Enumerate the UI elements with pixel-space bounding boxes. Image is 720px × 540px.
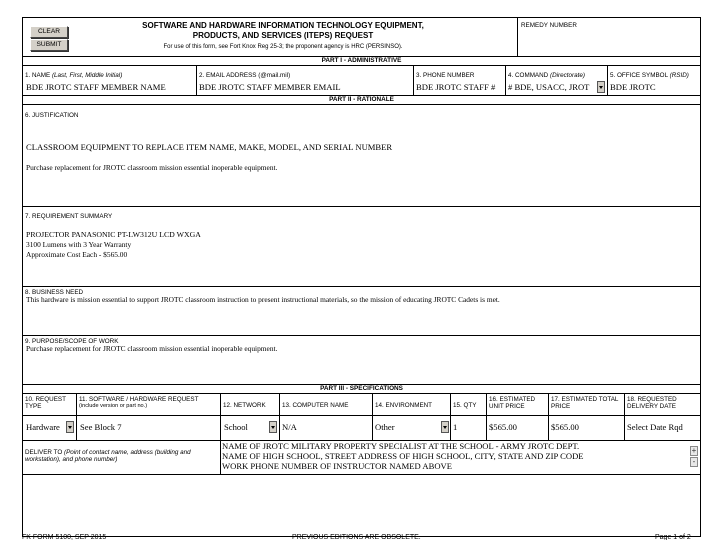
network-select[interactable]: School bbox=[224, 422, 248, 432]
iteps-request-form bbox=[22, 17, 701, 537]
command-dropdown-icon[interactable] bbox=[597, 81, 605, 93]
deliver-to-line1: NAME OF JROTC MILITARY PROPERTY SPECIALIST AT THE SCHOOL - ARMY JROTC DEPT. bbox=[222, 441, 580, 451]
request-type-select[interactable]: Hardware bbox=[26, 422, 60, 432]
form-title-line1: SOFTWARE AND HARDWARE INFORMATION TECHNOLOGY EQUIPMENT, bbox=[142, 21, 424, 30]
total-price-label: 17. ESTIMATED TOTAL PRICE bbox=[551, 396, 619, 410]
environment-label: 14. ENVIRONMENT bbox=[375, 402, 433, 409]
requirement-summary-label: 7. REQUIREMENT SUMMARY bbox=[25, 213, 113, 220]
request-type-dropdown-icon[interactable] bbox=[66, 421, 74, 433]
total-price-field[interactable]: $565.00 bbox=[551, 422, 579, 432]
justification-line2: Purchase replacement for JROTC classroom mission essential inoperable equipment. bbox=[26, 163, 278, 172]
email-field[interactable]: BDE JROTC STAFF MEMBER EMAIL bbox=[199, 82, 341, 92]
purpose-scope-label: 9. PURPOSE/SCOPE OF WORK bbox=[25, 338, 119, 345]
add-row-button[interactable]: + bbox=[691, 446, 697, 455]
network-label: 12. NETWORK bbox=[223, 402, 266, 409]
requirement-line3: Approximate Cost Each - $565.00 bbox=[26, 250, 128, 259]
delivery-date-field[interactable]: Select Date Rqd bbox=[627, 422, 683, 432]
environment-select[interactable]: Other bbox=[375, 422, 395, 432]
computer-name-label: 13. COMPUTER NAME bbox=[282, 402, 349, 409]
part3-title: PART III - SPECIFICATIONS bbox=[320, 385, 403, 392]
form-id: FK FORM 5100, SEP 2015 bbox=[22, 534, 107, 540]
unit-price-field[interactable]: $565.00 bbox=[489, 422, 517, 432]
office-symbol-label: 5. OFFICE SYMBOL (RSID) bbox=[610, 72, 689, 79]
justification-field[interactable] bbox=[23, 120, 700, 220]
name-field[interactable]: BDE JROTC STAFF MEMBER NAME bbox=[26, 82, 166, 92]
delivery-date-label: 18. REQUESTED DELIVERY DATE bbox=[627, 396, 677, 410]
requirement-line1: PROJECTOR PANASONIC PT-LW312U LCD WXGA bbox=[26, 230, 201, 239]
part2-title: PART II - RATIONALE bbox=[329, 96, 394, 103]
qty-label: 15. QTY bbox=[453, 402, 477, 409]
deliver-to-label: DELIVER TO (Point of contact name, address (building and workstation), and phone number) bbox=[25, 449, 191, 463]
remedy-number-label: REMEDY NUMBER bbox=[521, 22, 577, 29]
computer-name-field[interactable]: N/A bbox=[282, 422, 297, 432]
deliver-to-line2: NAME OF HIGH SCHOOL, STREET ADDRESS OF HIGH SCHOOL, CITY, STATE AND ZIP CODE bbox=[222, 451, 584, 461]
form-title-line2: PRODUCTS, AND SERVICES (ITEPS) REQUEST bbox=[192, 31, 374, 40]
business-need-field[interactable]: This hardware is mission essential to support JROTC classroom instruction to present instructional materials, so the mission of educating JROTC Cadets is met. bbox=[26, 295, 500, 304]
email-label: 2. EMAIL ADDRESS (@mail.mil) bbox=[199, 72, 291, 79]
request-item-field[interactable]: See Block 7 bbox=[80, 422, 122, 432]
justification-line1: CLASSROOM EQUIPMENT TO REPLACE ITEM NAME, MAKE, MODEL, AND SERIAL NUMBER bbox=[26, 142, 393, 152]
sw-hw-request-label: 11. SOFTWARE / HARDWARE REQUEST (include version or part no.) bbox=[79, 396, 199, 409]
requirement-summary-field[interactable] bbox=[23, 221, 700, 286]
form-title bbox=[83, 21, 483, 41]
requirement-line2: 3100 Lumens with 3 Year Warranty bbox=[26, 240, 132, 249]
form-subtitle: For use of this form, see Fort Knox Reg 25-3; the proponent agency is HRC (PERSINSO). bbox=[163, 44, 403, 50]
deliver-to-field[interactable] bbox=[221, 440, 683, 474]
name-label: 1. NAME (Last, First, Middle Initial) bbox=[25, 72, 123, 79]
environment-dropdown-icon[interactable] bbox=[441, 421, 449, 433]
unit-price-label: 16. ESTIMATED UNIT PRICE bbox=[489, 396, 536, 410]
qty-field[interactable]: 1 bbox=[453, 422, 458, 432]
command-label: 4. COMMAND (Directorate) bbox=[508, 72, 585, 79]
phone-field[interactable]: BDE JROTC STAFF # bbox=[416, 82, 496, 92]
request-type-label: 10. REQUEST TYPE bbox=[25, 396, 66, 410]
deliver-to-line3: WORK PHONE NUMBER OF INSTRUCTOR NAMED ABOVE bbox=[222, 461, 452, 471]
justification-label: 6. JUSTIFICATION bbox=[25, 112, 79, 119]
page-number: Page 1 of 2 bbox=[655, 534, 691, 540]
network-dropdown-icon[interactable] bbox=[269, 421, 277, 433]
editions-note: PREVIOUS EDITIONS ARE OBSOLETE. bbox=[292, 534, 421, 540]
remedy-number-field[interactable] bbox=[517, 30, 701, 55]
purpose-scope-field[interactable]: Purchase replacement for JROTC classroom mission essential inoperable equipment. bbox=[26, 344, 278, 353]
clear-button[interactable]: CLEAR bbox=[30, 26, 68, 38]
office-symbol-field[interactable]: BDE JROTC bbox=[610, 82, 656, 92]
business-need-label: 8. BUSINESS NEED bbox=[25, 289, 84, 296]
command-select[interactable]: # BDE, USACC, JROT bbox=[508, 82, 590, 92]
remove-row-button[interactable]: - bbox=[690, 457, 698, 467]
submit-button[interactable]: SUBMIT bbox=[30, 39, 68, 51]
phone-label: 3. PHONE NUMBER bbox=[416, 72, 475, 79]
part1-title: PART I - ADMINISTRATIVE bbox=[321, 57, 402, 64]
